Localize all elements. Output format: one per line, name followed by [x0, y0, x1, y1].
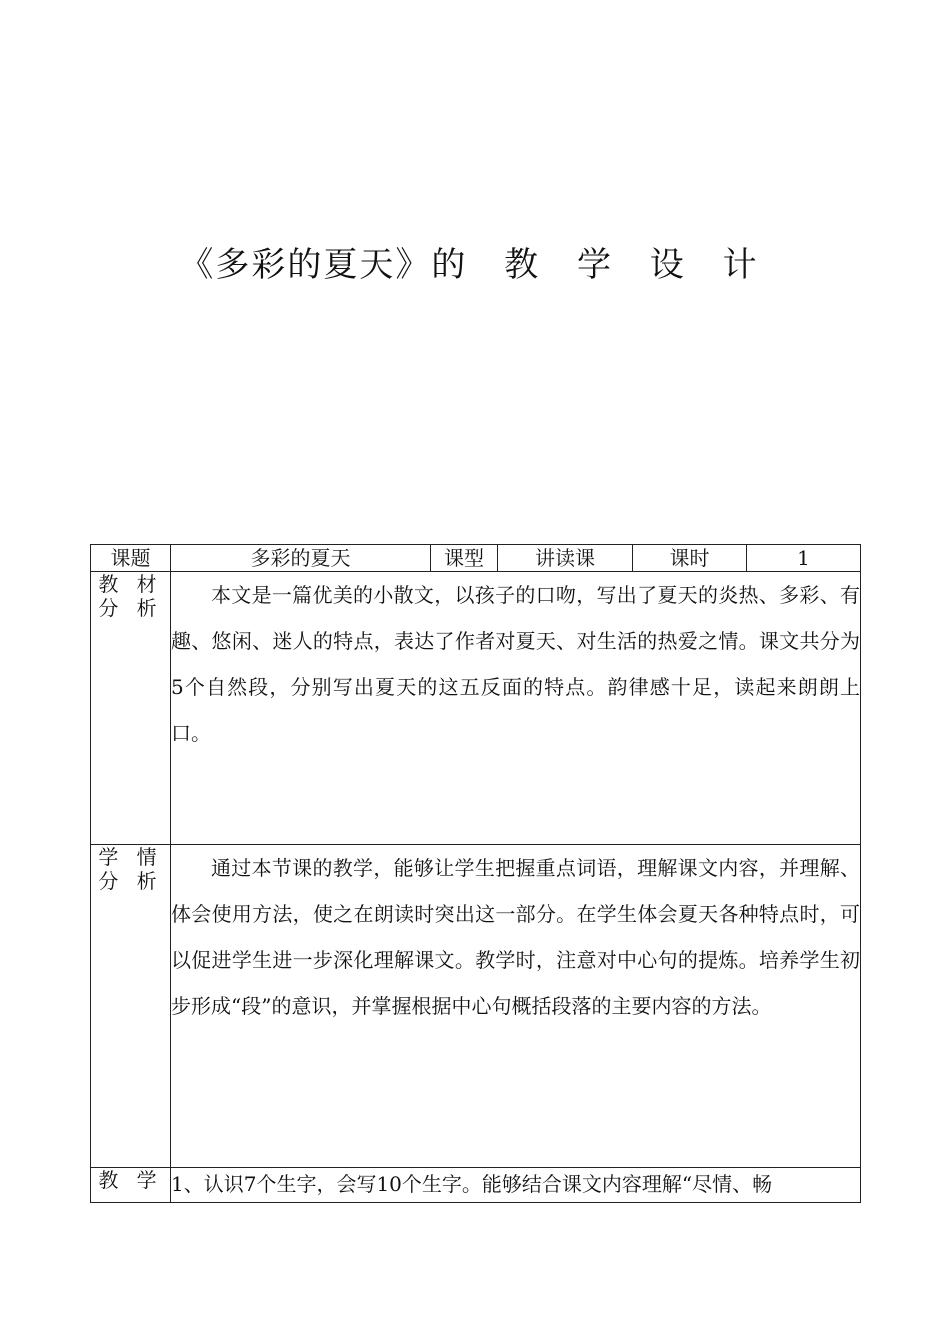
section-label-line: 分 析 — [98, 596, 163, 620]
header-row — [91, 545, 861, 572]
section-label-line: 教 学 — [98, 1168, 163, 1192]
section-paragraph: 1、认识7个生字，会写10个生字。能够结合课文内容理解“尽情、畅 — [171, 1172, 773, 1196]
section-row-material-analysis — [91, 572, 861, 845]
hours-label: 课时 — [633, 545, 747, 572]
document-title — [0, 240, 950, 290]
section-label-student-analysis — [91, 845, 171, 1168]
section-content-teaching-goals — [171, 1168, 861, 1203]
lesson-plan-table — [90, 544, 861, 1203]
section-content-student-analysis — [171, 845, 861, 1168]
section-row-student-analysis — [91, 845, 861, 1168]
type-value: 讲读课 — [498, 545, 633, 572]
topic-value: 多彩的夏天 — [171, 545, 431, 572]
type-label: 课型 — [431, 545, 498, 572]
topic-label: 课题 — [91, 545, 171, 572]
hours-value: 1 — [747, 545, 861, 572]
section-row-teaching-goals — [91, 1168, 861, 1203]
section-paragraph: 通过本节课的教学，能够让学生把握重点词语，理解课文内容，并理解、体会使用方法，使之在朗读时突出这一部分。在学生体会夏天各种特点时，可以促进学生进一步深化理解课文。教学时，注意对中心句的提炼。培养学生初步形成“段”的意识，并掌握根据中心句概括段落的主要内容的方法。 — [171, 856, 860, 1018]
section-label-material-analysis — [91, 572, 171, 845]
section-label-line: 分 析 — [98, 869, 163, 893]
section-label-line: 学 情 — [98, 845, 163, 869]
title-suffix: 的 教 学 设 计 — [431, 245, 771, 285]
section-paragraph: 本文是一篇优美的小散文，以孩子的口吻，写出了夏天的炎热、多彩、有趣、悠闲、迷人的特点，表达了作者对夏天、对生活的热爱之情。课文共分为5个自然段，分别写出夏天的这五反面的特点。韵律感十足，读起来朗朗上口。 — [171, 583, 860, 745]
section-content-material-analysis — [171, 572, 861, 845]
section-label-teaching-goals — [91, 1168, 171, 1203]
section-label-line: 教 材 — [98, 572, 163, 596]
title-book-name: 《多彩的夏天》 — [179, 245, 432, 285]
